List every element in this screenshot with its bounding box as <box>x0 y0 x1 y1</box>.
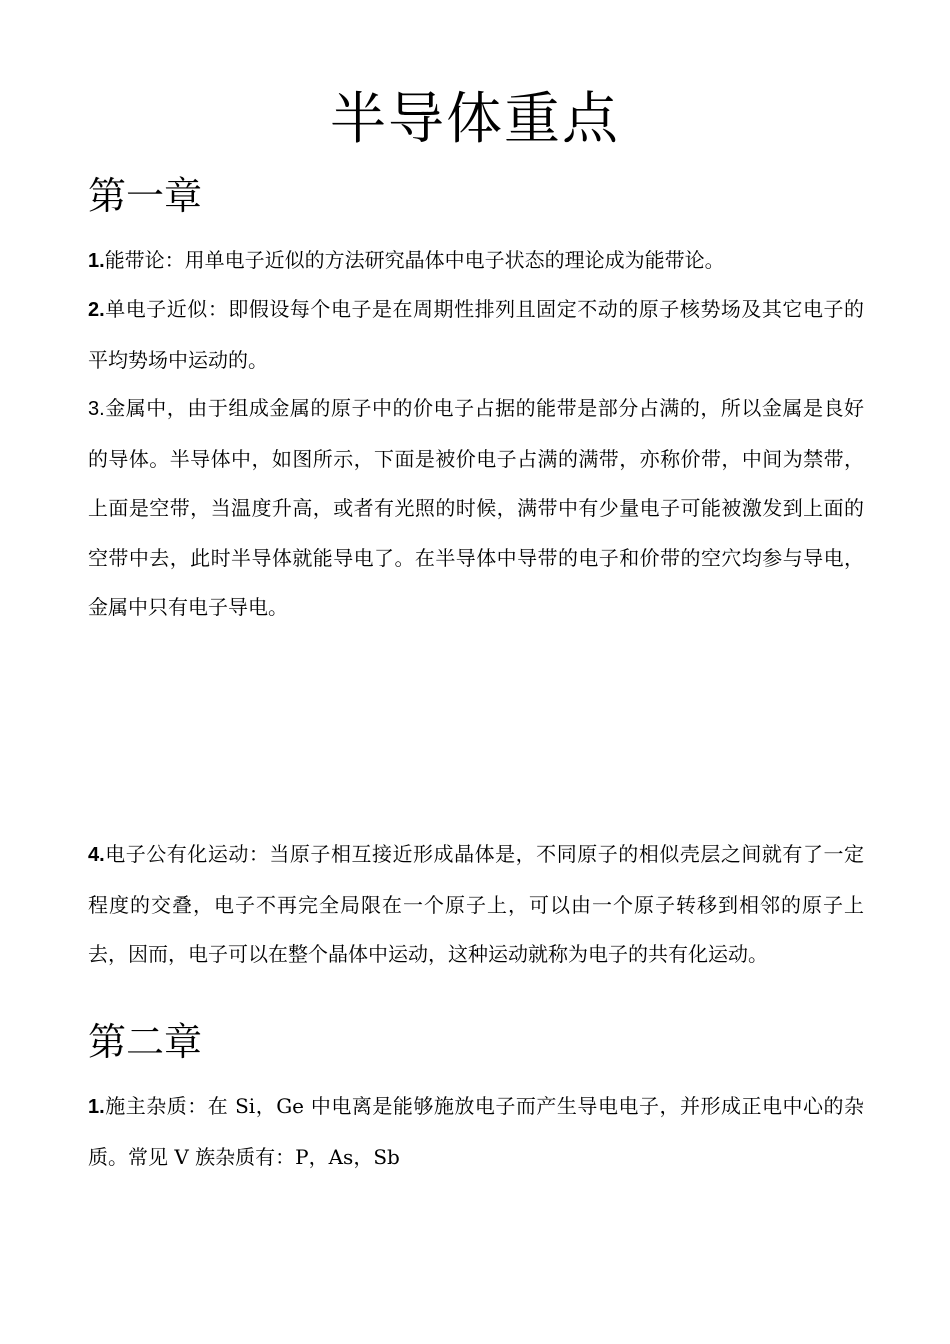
chapter-heading-2: 第二章 <box>88 1020 203 1064</box>
item-text: 能带论：用单电子近似的方法研究晶体中电子状态的理论成为能带论。 <box>104 248 725 272</box>
paragraph-1-2 <box>88 285 864 385</box>
item-number: 2. <box>88 299 105 321</box>
item-number: 3. <box>88 398 105 420</box>
item-text: 单电子近似：即假设每个电子是在周期性排列且固定不动的原子核势场及其它电子的平均势场中运动的。 <box>88 297 864 372</box>
item-number: 1. <box>88 250 105 272</box>
item-number: 4. <box>88 844 105 866</box>
item-text: 金属中，由于组成金属的原子中的价电子占据的能带是部分占满的，所以金属是良好的导体。半导体中，如图所示，下面是被价电子占满的满带，亦称价带，中间为禁带，上面是空带，当温度升高，或者有光照的时候，满带中有少量电子可能被激发到上面的空带中去，此时半导体就能导电了。在半导体中导带的电子和价带的空穴均参与导电，金属中只有电子导电。 <box>88 396 864 619</box>
chapter-heading-1: 第一章 <box>88 174 203 218</box>
item-number: 1. <box>88 1096 105 1118</box>
paragraph-1-1 <box>88 236 864 287</box>
item-text: 施主杂质：在 Si，Ge 中电离是能够施放电子而产生导电电子，并形成正电中心的杂质。常见 V 族杂质有：P，As，Sb <box>88 1094 864 1169</box>
paragraph-2-1 <box>88 1082 864 1182</box>
item-text: 电子公有化运动：当原子相互接近形成晶体是，不同原子的相似壳层之间就有了一定程度的交叠，电子不再完全局限在一个原子上，可以由一个原子转移到相邻的原子上去，因而，电子可以在整个晶体中运动，这种运动就称为电子的共有化运动。 <box>88 842 864 966</box>
paragraph-1-3 <box>88 384 864 633</box>
page-title: 半导体重点 <box>330 87 620 152</box>
paragraph-1-4 <box>88 830 864 980</box>
